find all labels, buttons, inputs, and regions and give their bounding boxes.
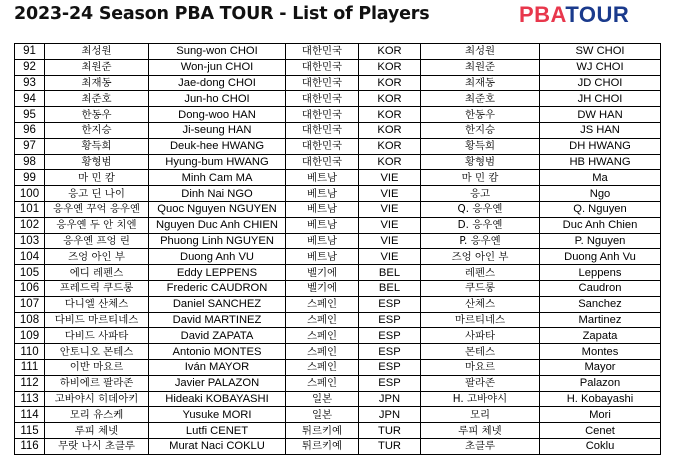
player-short-name-english: JH CHOI xyxy=(540,91,661,107)
player-country-code: KOR xyxy=(359,107,421,123)
player-country-code: KOR xyxy=(359,122,421,138)
player-country-korean: 스페인 xyxy=(286,328,359,344)
player-short-name-english: Palazon xyxy=(540,375,661,391)
page-header xyxy=(0,0,675,40)
pba-tour-logo xyxy=(519,2,629,28)
player-name-english: Nguyen Duc Anh CHIEN xyxy=(149,217,286,233)
table-row xyxy=(15,344,661,360)
player-short-name-korean: 쿠드롱 xyxy=(421,280,540,296)
player-short-name-korean: Q. 응우옌 xyxy=(421,201,540,217)
player-short-name-english: DW HAN xyxy=(540,107,661,123)
player-short-name-korean: H. 고바야시 xyxy=(421,391,540,407)
player-name-korean: 응우옌 프엉 린 xyxy=(45,233,149,249)
player-number: 110 xyxy=(15,344,45,360)
player-number: 99 xyxy=(15,170,45,186)
player-country-code: JPN xyxy=(359,407,421,423)
player-number: 96 xyxy=(15,122,45,138)
player-country-code: VIE xyxy=(359,186,421,202)
player-country-korean: 베트남 xyxy=(286,217,359,233)
player-short-name-korean: 최재동 xyxy=(421,75,540,91)
player-name-korean: 하비에르 팔라존 xyxy=(45,375,149,391)
player-name-korean: 응우옌 두 안 치엔 xyxy=(45,217,149,233)
player-short-name-english: Zapata xyxy=(540,328,661,344)
player-name-english: Frederic CAUDRON xyxy=(149,280,286,296)
player-number: 97 xyxy=(15,138,45,154)
player-short-name-english: Ma xyxy=(540,170,661,186)
player-name-english: Hyung-bum HWANG xyxy=(149,154,286,170)
player-name-korean: 최원준 xyxy=(45,59,149,75)
player-country-korean: 스페인 xyxy=(286,359,359,375)
player-number: 115 xyxy=(15,423,45,439)
player-short-name-korean: 초클루 xyxy=(421,438,540,454)
player-country-code: TUR xyxy=(359,423,421,439)
table-row xyxy=(15,75,661,91)
player-country-code: VIE xyxy=(359,201,421,217)
player-number: 116 xyxy=(15,438,45,454)
player-name-english: Ji-seung HAN xyxy=(149,122,286,138)
player-country-code: KOR xyxy=(359,44,421,60)
player-country-korean: 일본 xyxy=(286,407,359,423)
player-country-code: KOR xyxy=(359,59,421,75)
player-number: 92 xyxy=(15,59,45,75)
player-name-english: Javier PALAZON xyxy=(149,375,286,391)
player-short-name-english: H. Kobayashi xyxy=(540,391,661,407)
table-row xyxy=(15,438,661,454)
player-short-name-english: Ngo xyxy=(540,186,661,202)
player-name-korean: 한지승 xyxy=(45,122,149,138)
player-short-name-english: Coklu xyxy=(540,438,661,454)
player-short-name-korean: 마요르 xyxy=(421,359,540,375)
table-row xyxy=(15,122,661,138)
table-row xyxy=(15,312,661,328)
player-number: 91 xyxy=(15,44,45,60)
player-short-name-english: JD CHOI xyxy=(540,75,661,91)
player-name-korean: 황득희 xyxy=(45,138,149,154)
player-country-korean: 대한민국 xyxy=(286,122,359,138)
player-country-korean: 베트남 xyxy=(286,249,359,265)
player-country-korean: 대한민국 xyxy=(286,154,359,170)
player-short-name-korean: 한지승 xyxy=(421,122,540,138)
player-short-name-korean: 마 민 캄 xyxy=(421,170,540,186)
player-name-korean: 최준호 xyxy=(45,91,149,107)
player-short-name-korean: 모리 xyxy=(421,407,540,423)
player-name-english: Dinh Nai NGO xyxy=(149,186,286,202)
table-row xyxy=(15,170,661,186)
player-country-korean: 일본 xyxy=(286,391,359,407)
player-number: 112 xyxy=(15,375,45,391)
player-name-english: Lutfi CENET xyxy=(149,423,286,439)
player-name-english: David ZAPATA xyxy=(149,328,286,344)
player-country-code: ESP xyxy=(359,375,421,391)
player-short-name-korean: D. 응우옌 xyxy=(421,217,540,233)
players-table xyxy=(14,43,661,455)
player-number: 93 xyxy=(15,75,45,91)
player-country-korean: 대한민국 xyxy=(286,91,359,107)
table-row xyxy=(15,407,661,423)
player-short-name-english: Caudron xyxy=(540,280,661,296)
player-name-korean: 최재동 xyxy=(45,75,149,91)
player-name-english: David MARTINEZ xyxy=(149,312,286,328)
player-number: 109 xyxy=(15,328,45,344)
player-short-name-english: Martinez xyxy=(540,312,661,328)
table-row xyxy=(15,280,661,296)
player-short-name-korean: P. 응우옌 xyxy=(421,233,540,249)
player-short-name-korean: 황득희 xyxy=(421,138,540,154)
player-country-korean: 베트남 xyxy=(286,186,359,202)
player-short-name-korean: 최성원 xyxy=(421,44,540,60)
table-row xyxy=(15,375,661,391)
player-name-english: Dong-woo HAN xyxy=(149,107,286,123)
table-row xyxy=(15,296,661,312)
player-name-korean: 모리 유스케 xyxy=(45,407,149,423)
player-country-code: KOR xyxy=(359,154,421,170)
player-number: 98 xyxy=(15,154,45,170)
player-country-code: ESP xyxy=(359,344,421,360)
player-short-name-english: Leppens xyxy=(540,265,661,281)
player-name-korean: 이반 마요르 xyxy=(45,359,149,375)
player-short-name-korean: 한동우 xyxy=(421,107,540,123)
player-country-korean: 벨기에 xyxy=(286,265,359,281)
player-name-korean: 다비드 사파타 xyxy=(45,328,149,344)
player-short-name-korean: 레펜스 xyxy=(421,265,540,281)
player-country-korean: 베트남 xyxy=(286,170,359,186)
logo-pba-text: PBA xyxy=(519,2,566,27)
player-short-name-korean: 최원준 xyxy=(421,59,540,75)
player-short-name-english: Duc Anh Chien xyxy=(540,217,661,233)
player-name-korean: 응우옌 꾸억 응우옌 xyxy=(45,201,149,217)
player-country-code: ESP xyxy=(359,312,421,328)
player-country-code: TUR xyxy=(359,438,421,454)
player-short-name-english: Sanchez xyxy=(540,296,661,312)
logo-tour-text: TOUR xyxy=(565,2,630,27)
player-short-name-korean: 즈엉 아인 부 xyxy=(421,249,540,265)
player-number: 111 xyxy=(15,359,45,375)
player-country-korean: 스페인 xyxy=(286,296,359,312)
table-row xyxy=(15,201,661,217)
player-short-name-korean: 루피 체넷 xyxy=(421,423,540,439)
player-name-english: Eddy LEPPENS xyxy=(149,265,286,281)
player-name-english: Murat Naci COKLU xyxy=(149,438,286,454)
player-name-korean: 에디 레펜스 xyxy=(45,265,149,281)
player-number: 105 xyxy=(15,265,45,281)
player-name-english: Yusuke MORI xyxy=(149,407,286,423)
player-number: 95 xyxy=(15,107,45,123)
player-name-korean: 루피 체넷 xyxy=(45,423,149,439)
table-row xyxy=(15,328,661,344)
player-number: 101 xyxy=(15,201,45,217)
table-row xyxy=(15,91,661,107)
player-number: 100 xyxy=(15,186,45,202)
player-short-name-english: Mori xyxy=(540,407,661,423)
player-country-code: VIE xyxy=(359,233,421,249)
table-row xyxy=(15,186,661,202)
player-short-name-korean: 사파타 xyxy=(421,328,540,344)
player-number: 102 xyxy=(15,217,45,233)
player-short-name-english: WJ CHOI xyxy=(540,59,661,75)
player-country-code: ESP xyxy=(359,328,421,344)
player-country-code: ESP xyxy=(359,296,421,312)
player-number: 113 xyxy=(15,391,45,407)
player-name-english: Minh Cam MA xyxy=(149,170,286,186)
player-short-name-english: DH HWANG xyxy=(540,138,661,154)
player-name-english: Hideaki KOBAYASHI xyxy=(149,391,286,407)
player-name-english: Daniel SANCHEZ xyxy=(149,296,286,312)
player-short-name-korean: 마르티네스 xyxy=(421,312,540,328)
player-name-english: Deuk-hee HWANG xyxy=(149,138,286,154)
player-country-code: KOR xyxy=(359,91,421,107)
player-name-korean: 고바야시 히데아키 xyxy=(45,391,149,407)
player-short-name-english: P. Nguyen xyxy=(540,233,661,249)
player-name-english: Antonio MONTES xyxy=(149,344,286,360)
player-country-korean: 베트남 xyxy=(286,201,359,217)
player-name-korean: 마 민 캄 xyxy=(45,170,149,186)
table-row xyxy=(15,391,661,407)
player-country-korean: 대한민국 xyxy=(286,138,359,154)
table-row xyxy=(15,44,661,60)
player-country-code: BEL xyxy=(359,280,421,296)
player-number: 103 xyxy=(15,233,45,249)
player-short-name-korean: 황형범 xyxy=(421,154,540,170)
table-row xyxy=(15,233,661,249)
player-name-english: Jae-dong CHOI xyxy=(149,75,286,91)
player-country-code: VIE xyxy=(359,217,421,233)
player-name-korean: 즈엉 아인 부 xyxy=(45,249,149,265)
player-name-english: Sung-won CHOI xyxy=(149,44,286,60)
player-country-korean: 대한민국 xyxy=(286,107,359,123)
page-title: 2023-24 Season PBA TOUR - List of Players xyxy=(14,4,430,24)
table-row xyxy=(15,249,661,265)
player-short-name-korean: 팔라존 xyxy=(421,375,540,391)
player-country-code: VIE xyxy=(359,170,421,186)
player-name-english: Phuong Linh NGUYEN xyxy=(149,233,286,249)
table-row xyxy=(15,59,661,75)
player-short-name-english: JS HAN xyxy=(540,122,661,138)
player-number: 106 xyxy=(15,280,45,296)
player-short-name-korean: 응고 xyxy=(421,186,540,202)
player-short-name-korean: 몬테스 xyxy=(421,344,540,360)
player-name-korean: 안토니오 몬테스 xyxy=(45,344,149,360)
player-name-korean: 무랏 나시 초클루 xyxy=(45,438,149,454)
player-country-korean: 베트남 xyxy=(286,233,359,249)
players-table-body xyxy=(15,44,661,455)
player-short-name-english: HB HWANG xyxy=(540,154,661,170)
table-row xyxy=(15,154,661,170)
player-short-name-english: Cenet xyxy=(540,423,661,439)
player-name-english: Jun-ho CHOI xyxy=(149,91,286,107)
player-name-english: Iván MAYOR xyxy=(149,359,286,375)
player-short-name-korean: 최준호 xyxy=(421,91,540,107)
table-row xyxy=(15,423,661,439)
player-country-korean: 튀르키예 xyxy=(286,423,359,439)
player-short-name-korean: 산체스 xyxy=(421,296,540,312)
table-row xyxy=(15,138,661,154)
player-name-english: Won-jun CHOI xyxy=(149,59,286,75)
player-country-korean: 대한민국 xyxy=(286,59,359,75)
player-name-korean: 다비드 마르티네스 xyxy=(45,312,149,328)
player-number: 108 xyxy=(15,312,45,328)
player-country-code: BEL xyxy=(359,265,421,281)
player-number: 114 xyxy=(15,407,45,423)
player-short-name-english: Montes xyxy=(540,344,661,360)
player-country-code: KOR xyxy=(359,75,421,91)
player-name-korean: 응고 딘 나이 xyxy=(45,186,149,202)
player-country-korean: 대한민국 xyxy=(286,75,359,91)
player-short-name-english: Mayor xyxy=(540,359,661,375)
player-short-name-english: Q. Nguyen xyxy=(540,201,661,217)
player-country-code: JPN xyxy=(359,391,421,407)
player-name-english: Quoc Nguyen NGUYEN xyxy=(149,201,286,217)
player-country-korean: 스페인 xyxy=(286,344,359,360)
player-short-name-english: Duong Anh Vu xyxy=(540,249,661,265)
player-name-korean: 최성원 xyxy=(45,44,149,60)
table-row xyxy=(15,217,661,233)
table-row xyxy=(15,265,661,281)
player-name-english: Duong Anh VU xyxy=(149,249,286,265)
player-country-korean: 벨기에 xyxy=(286,280,359,296)
player-country-code: VIE xyxy=(359,249,421,265)
table-row xyxy=(15,359,661,375)
player-name-korean: 한동우 xyxy=(45,107,149,123)
table-row xyxy=(15,107,661,123)
player-number: 107 xyxy=(15,296,45,312)
player-country-code: ESP xyxy=(359,359,421,375)
player-country-code: KOR xyxy=(359,138,421,154)
player-name-korean: 다니엘 산체스 xyxy=(45,296,149,312)
player-number: 104 xyxy=(15,249,45,265)
player-name-korean: 황형범 xyxy=(45,154,149,170)
player-country-korean: 대한민국 xyxy=(286,44,359,60)
player-number: 94 xyxy=(15,91,45,107)
player-country-korean: 스페인 xyxy=(286,375,359,391)
player-name-korean: 프레드릭 쿠드롱 xyxy=(45,280,149,296)
player-country-korean: 튀르키예 xyxy=(286,438,359,454)
player-short-name-english: SW CHOI xyxy=(540,44,661,60)
player-country-korean: 스페인 xyxy=(286,312,359,328)
